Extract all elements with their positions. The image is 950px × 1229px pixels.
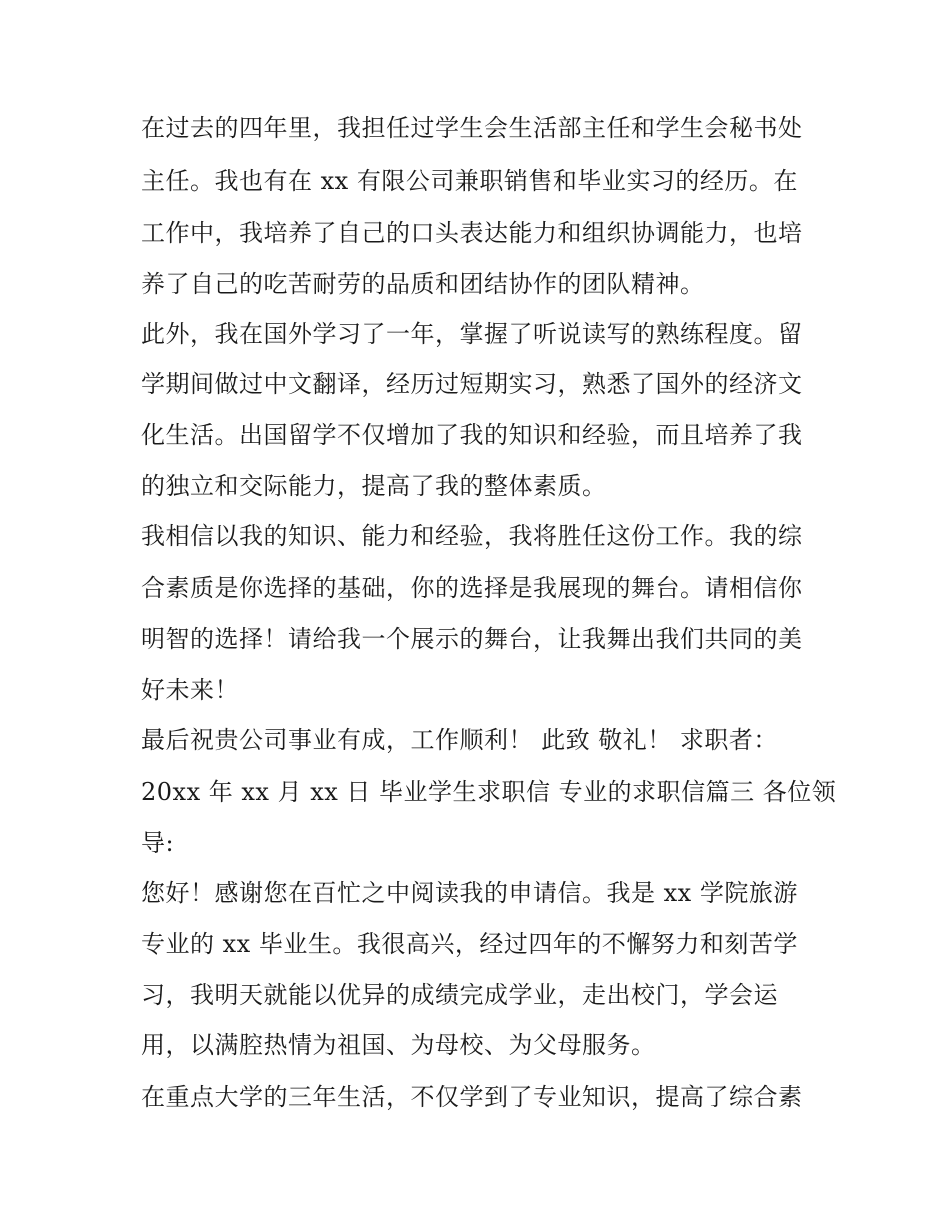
text-line: 化生活。出国留学不仅增加了我的知识和经验，而且培养了我 <box>141 421 803 449</box>
text-line: 的独立和交际能力，提高了我的整体素质。 <box>141 472 607 500</box>
text-line: 学期间做过中文翻译，经历过短期实习，熟悉了国外的经济文 <box>141 370 803 398</box>
text-line: 20xx 年 xx 月 xx 日 毕业学生求职信 专业的求职信篇三 各位领 <box>141 778 837 806</box>
text-line: 在重点大学的三年生活，不仅学到了专业知识，提高了综合素 <box>141 1083 803 1111</box>
text-line: 用，以满腔热情为祖国、为母校、为父母服务。 <box>141 1031 656 1059</box>
text-line: 明智的选择！请给我一个展示的舞台，让我舞出我们共同的美 <box>141 625 803 653</box>
text-line: 工作中，我培养了自己的口头表达能力和组织协调能力，也培 <box>141 219 803 247</box>
text-line: 此外，我在国外学习了一年，掌握了听说读写的熟练程度。留 <box>141 320 803 348</box>
text-line: 好未来！ <box>141 676 239 704</box>
text-line: 主任。我也有在 xx 有限公司兼职销售和毕业实习的经历。在 <box>141 167 798 195</box>
text-line: 我相信以我的知识、能力和经验，我将胜任这份工作。我的综 <box>141 522 803 550</box>
text-line: 最后祝贵公司事业有成，工作顺利！ 此致 敬礼！ 求职者： <box>141 726 778 754</box>
text-line: 导: <box>141 829 175 857</box>
text-line: 合素质是你选择的基础，你的选择是我展现的舞台。请相信你 <box>141 574 803 602</box>
text-line: 养了自己的吃苦耐劳的品质和团结协作的团队精神。 <box>141 270 705 298</box>
text-line: 专业的 xx 毕业生。我很高兴，经过四年的不懈努力和刻苦学 <box>141 930 798 958</box>
text-line: 习，我明天就能以优异的成绩完成学业，走出校门，学会运 <box>141 981 778 1009</box>
text-line: 在过去的四年里，我担任过学生会生活部主任和学生会秘书处 <box>141 114 803 142</box>
text-line: 您好！感谢您在百忙之中阅读我的申请信。我是 xx 学院旅游 <box>141 879 798 907</box>
